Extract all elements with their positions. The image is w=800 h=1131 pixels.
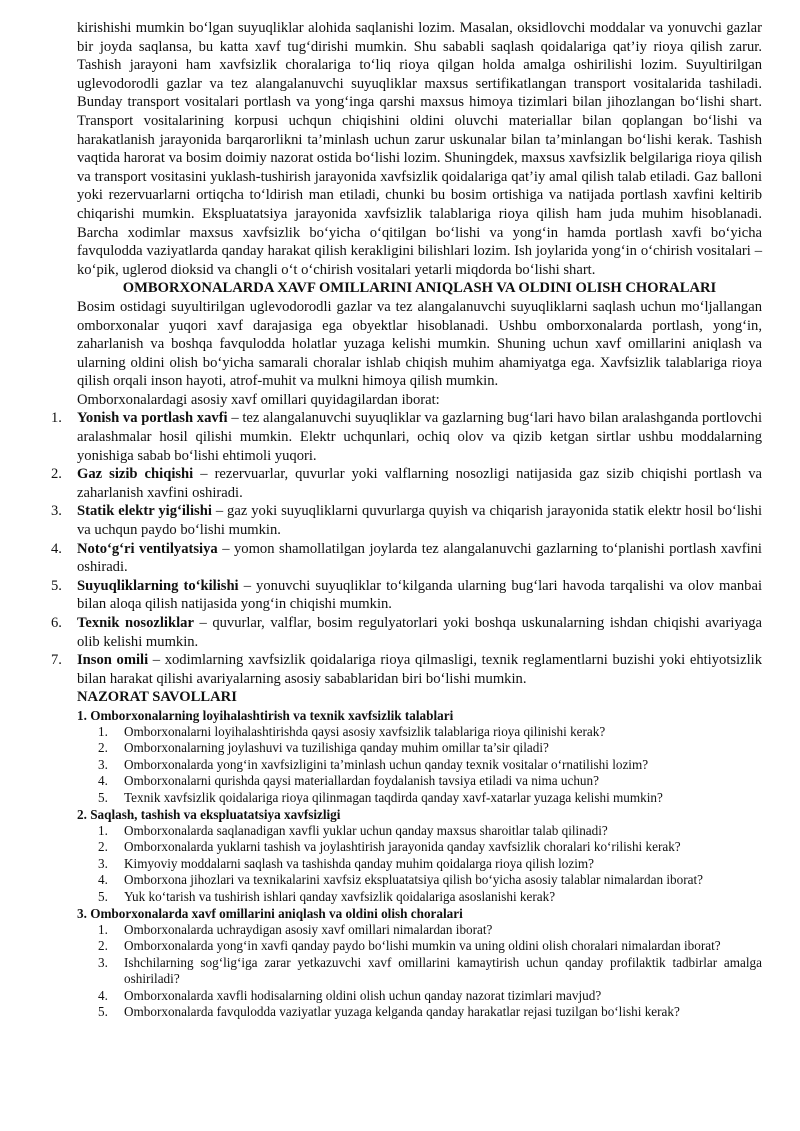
question-section	[77, 905, 762, 1020]
question-text: Omborxonalarni loyihalashtirishda qaysi asosiy xavfsizlik talablariga rioya qilinishi kerak?	[124, 723, 606, 739]
question-list	[77, 724, 762, 806]
question-item	[98, 823, 762, 839]
question-text: Omborxonalarda yuklarni tashish va joylashtirish jarayonida qanday xavfsizlik choralari koʻrilishi kerak?	[124, 839, 681, 855]
question-list	[77, 922, 762, 1020]
list-item	[51, 651, 762, 688]
list-item-text: – quvurlar, valflar, bosim regulyatorlari yoki boshqa uskunalarning ishdan chiqishi avariyaga olib kelishi mumkin.	[77, 615, 762, 650]
question-number: 1.	[98, 823, 108, 838]
question-text: Omborxonalarning joylashuvi va tuzilishiga qanday muhim omillar ta’sir qiladi?	[124, 740, 549, 756]
list-item-number: 1.	[51, 410, 62, 427]
question-item	[98, 954, 762, 988]
question-section	[77, 806, 762, 905]
list-item-text: – tez alangalanuvchi suyuqliklar va gazlarning bugʻlari havo bilan aralashganda portlovchi aralashmalar hosil qilishi mumkin. Elektr uchqunlari, ochiq olov va qizib ketgan sirtlar ushbu moddalarning yonishiga sabab boʻlishi ehtimoli yuqori.	[77, 410, 762, 464]
question-text: Omborxonalarni qurishda qaysi materiallardan foydalanish tavsiya etiladi va nima uchun?	[124, 773, 599, 789]
list-item-term: Texnik nosozliklar	[77, 615, 194, 631]
list-item	[51, 540, 762, 577]
list-item-number: 5.	[51, 577, 62, 594]
list-item	[51, 577, 763, 614]
question-text: Omborxona jihozlari va texnikalarini xavfsiz ekspluatatsiya qilish boʻyicha asosiy talablar nimalardan iborat?	[124, 872, 703, 888]
question-number: 2.	[98, 839, 108, 855]
list-item-term: Yonish va portlash xavfi	[77, 410, 228, 427]
question-item	[98, 789, 762, 806]
list-item-term: Statik elektr yigʻilishi	[77, 503, 212, 520]
question-item	[98, 987, 762, 1004]
question-number: 2.	[98, 938, 108, 954]
question-text: Kimyoviy moddalarni saqlash va tashishda qanday muhim qoidalarga rioya qilish lozim?	[124, 855, 595, 871]
question-number: 1.	[98, 723, 108, 739]
list-item-number: 2.	[51, 466, 62, 483]
question-item	[98, 938, 762, 954]
list-item-term: Suyuqliklarning toʻkilishi	[77, 577, 239, 594]
question-number: 4.	[98, 773, 108, 789]
document-page	[51, 19, 763, 1020]
list-item	[51, 409, 762, 465]
list-item-text: – gaz yoki suyuqliklarni quvurlarga quyish va chiqarish jarayonida statik elektr hosil boʻlishi va uchqun paydo boʻlishi mumkin.	[77, 503, 763, 539]
question-number: 2.	[98, 740, 108, 756]
question-number: 3.	[98, 855, 108, 871]
question-item	[98, 872, 762, 888]
risk-factor-list	[51, 409, 763, 688]
list-item-term: Gaz sizib chiqishi	[77, 466, 194, 483]
list-item-number: 4.	[51, 540, 62, 557]
intro-paragraph: kirishishi mumkin boʻlgan suyuqliklar alohida saqlanishi lozim. Masalan, oksidlovchi moddalar va yonuvchi gazlar bir joyda saqlansa, bu katta xavf tugʻdirishi mumkin. Shu sababli saqlash qoidalariga qat’iy rioya qilish zarur. Tashish jarayoni ham xavfsizlik choralariga toʻliq rioya qilgan holda amalga oshirilishi lozim. Suyultirilgan uglevodorodli gazlar va tez alangalanuvchi suyuqliklar maxsus sertifikatlangan transport vositalarida tashiladi. Bunday transport vositalari portlash va yongʻinga qarshi maxsus himoya tizimlari bilan jihozlangan boʻlishi shart. Transport vositalarining korpusi uchqun chiqishini oldini oluvchi materiallar bilan qoplangan boʻlishi va harakatlanish jarayonida barqarorlikni ta’minlash uchun zarur uskunalar bilan ta’minlangan boʻlishi kerak. Tashish vaqtida harorat va bosim doimiy nazorat ostida boʻlishi lozim. Shuningdek, maxsus xavfsizlik belgilariga rioya qilish va transport vositasini yuklash-tushirish jarayonida xavfsizlik qoidalariga qat’iy amal qilish talab etiladi. Gaz balloni yoki rezervuarlarni ortiqcha toʻldirish man etiladi, chunki bu bosim ortishiga va natijada portlash xavfini keltirib chiqarishi mumkin. Ekspluatatsiya jarayonida xavfsizlik talablariga rioya qilish ham juda muhim hisoblanadi. Barcha xodimlar maxsus xavfsizlik boʻyicha oʻqitilgan boʻlishi va yongʻin hamda portlash xavfi boʻyicha favqulodda vaziyatlarda qanday harakat qilish kerakligini bilishlari lozim. Ish joylarida yongʻin oʻchirish vositalari – koʻpik, uglerod dioksid va changli oʻt oʻchirish vositalari yetarli miqdorda boʻlishi shart.	[77, 20, 762, 278]
list-item-number: 6.	[51, 615, 62, 631]
question-text: Omborxonalarda xavfli hodisalarning oldini olish uchun qanday nazorat tizimlari mavjud?	[124, 987, 602, 1003]
question-item	[98, 855, 762, 872]
question-item	[98, 740, 762, 756]
list-item	[51, 502, 763, 539]
question-section	[77, 707, 762, 806]
question-number: 5.	[98, 1004, 108, 1020]
list-item-term: Inson omili	[77, 652, 149, 669]
list-item-text: – yonuvchi suyuqliklar toʻkilganda ularning bugʻlari havoda tarqalishi va olov manbai bilan aloqa qilish natijasida yongʻin chiqishi mumkin.	[77, 577, 763, 613]
question-section-title: 3. Omborxonalarda xavf omillarini aniqlash va oldini olish choralari	[77, 906, 463, 922]
question-text: Omborxonalarda yongʻin xavfi qanday paydo boʻlishi mumkin va uning oldini olish choralari nimalardan iborat?	[124, 938, 721, 954]
question-list	[77, 823, 762, 905]
question-section-title: 2. Saqlash, tashish va ekspluatatsiya xavfsizligi	[77, 807, 341, 822]
question-text: Omborxonalarda yongʻin xavfsizligini ta’minlash uchun qanday texnik vositalar oʻrnatilishi lozim?	[124, 756, 649, 772]
list-item-text: – yomon shamollatilgan joylarda tez alangalanuvchi gazlarning toʻplanishi portlash xavfini oshiradi.	[77, 540, 762, 576]
question-text: Omborxonalarda favqulodda vaziyatlar yuzaga kelganda qanday harakatlar rejasi tuzilgan boʻlishi kerak?	[124, 1004, 680, 1020]
question-item	[98, 839, 762, 855]
question-number: 4.	[98, 987, 108, 1003]
list-item-text: – xodimlarning xavfsizlik qoidalariga rioya qilmasligi, texnik reglamentlarni buzishi yoki ehtiyotsizlik bilan harakat qilishi avariyalarning asosiy sabablaridan biri boʻlishi mumkin.	[77, 652, 762, 687]
list-item-number: 3.	[51, 503, 62, 520]
list-item	[51, 465, 762, 502]
question-text: Omborxonalarda saqlanadigan xavfli yuklar uchun qanday maxsus sharoitlar talab qilinadi?	[124, 823, 608, 838]
question-item	[98, 773, 762, 789]
question-number: 1.	[98, 922, 108, 938]
question-number: 4.	[98, 872, 108, 888]
question-item	[98, 922, 762, 938]
question-text: Yuk koʻtarish va tushirish ishlari qanday xavfsizlik qoidalariga asoslanishi kerak?	[124, 888, 556, 904]
list-item-text: – rezervuarlar, quvurlar yoki valflarning nosozligi natijasida gaz sizib chiqishi portlash va zaharlanish xavfini oshiradi.	[77, 466, 762, 501]
list-item-term: Notoʻgʻri ventilyatsiya	[77, 540, 218, 557]
section-heading: OMBORXONALARDA XAVF OMILLARINI ANIQLASH VA OLDINI OLISH CHORALARI	[122, 280, 717, 297]
question-section-title: 1. Omborxonalarning loyihalashtirish va texnik xavfsizlik talablari	[77, 707, 454, 723]
question-number: 5.	[98, 789, 108, 805]
question-text: Texnik xavfsizlik qoidalariga rioya qilinmagan taqdirda qanday xavf-xatarlar yuzaga kelishi mumkin?	[124, 789, 663, 805]
question-text: Omborxonalarda uchraydigan asosiy xavf omillari nimalardan iborat?	[124, 922, 493, 938]
question-text: Ishchilarning sogʻligʻiga zarar yetkazuvchi xavf omillarini kamaytirish uchun qanday profilaktik tadbirlar amalga oshiriladi?	[124, 954, 762, 987]
question-item	[98, 1004, 762, 1020]
section-paragraph: Bosim ostidagi suyultirilgan uglevodorodli gazlar va tez alangalanuvchi suyuqliklarni saqlash uchun moʻljallangan omborxonalar yuqori xavf darajasiga ega obyektlar hisoblanadi. Ushbu omborxonalarda portlash, yongʻin, zaharlanish va boshqa favqulodda holatlar yuzaga kelishi mumkin. Shuning uchun xavf omillarini aniqlash va ularning oldini olish boʻyicha samarali choralar ishlab chiqish muhim ahamiyatga ega. Xavfsizlik talablariga rioya qilish orqali inson hayoti, atrof-muhit va mulkni himoya qilish mumkin.	[77, 298, 762, 390]
question-item	[98, 756, 762, 773]
question-item	[98, 888, 762, 905]
question-number: 5.	[98, 888, 108, 904]
list-item	[51, 614, 762, 651]
control-questions-title: NAZORAT SAVOLLARI	[77, 689, 237, 706]
question-item	[98, 723, 762, 740]
list-item-number: 7.	[51, 652, 62, 669]
list-intro: Omborxonalardagi asosiy xavf omillari quyidagilardan iborat:	[77, 391, 440, 408]
question-number: 3.	[98, 756, 108, 772]
question-number: 3.	[98, 954, 108, 970]
